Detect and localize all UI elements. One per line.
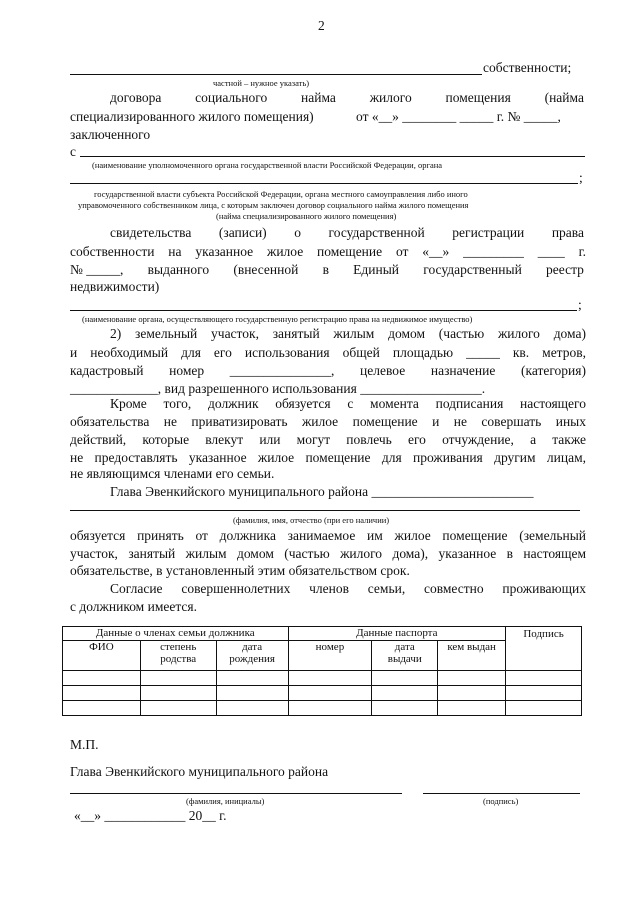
footer-head-title: Глава Эвенкийского муниципального района [70, 764, 329, 779]
col-issue-date-label-2: выдачи [387, 653, 422, 665]
consent-line-1: Согласие совершеннолетних членов семьи, совместно проживающих [110, 581, 586, 596]
col-fio [63, 641, 141, 671]
obligation-line-5: не являющимся членами его семьи. [70, 466, 275, 481]
obligation-line-1: Кроме того, должник обязуется с момента подписания настоящего [110, 396, 586, 411]
contract-line-4: с [70, 144, 76, 159]
word: Единый [353, 262, 400, 277]
col-fio-label: ФИО [89, 641, 114, 653]
land-line-3: кадастровый номер _______________, целевое назначение (категория) [70, 363, 586, 378]
passport-data-header: Данные паспорта [288, 627, 506, 641]
word: реестр [546, 262, 584, 277]
authority-note-4: (найма специализированного жилого помещения) [216, 211, 397, 221]
word: государственной [328, 225, 425, 240]
acceptance-line-2: участок, занятый жилым домом (частью жилого дома), указанное в настоящем [70, 546, 586, 561]
word: жилого [369, 90, 412, 105]
registrar-note: (наименование органа, осуществляющего государственную регистрацию права на недвижимое имущество) [82, 314, 473, 324]
land-line-2: и необходимый для его использования общей площадью _____ кв. метров, [70, 345, 586, 360]
word: найма [301, 90, 336, 105]
seal-place: М.П. [70, 737, 99, 752]
word: выданного [147, 262, 210, 277]
contract-line-2a: специализированного жилого помещения) [70, 109, 314, 124]
ownership-type-blank [70, 74, 482, 75]
head-name-blank [70, 510, 580, 511]
word: (найма [544, 90, 584, 105]
word: № _____, [70, 262, 124, 277]
authority-blank-2 [70, 183, 578, 184]
footer-name-blank [70, 793, 402, 794]
col-issued-by [438, 641, 506, 671]
col-birthdate [216, 641, 288, 671]
semicolon-1: ; [579, 170, 583, 185]
registration-line-1 [70, 225, 584, 241]
authority-note: (наименование уполномоченного органа государственной власти Российской Федерации, органа [92, 160, 443, 170]
acceptance-line-1: обязуется принять от должника занимаемое им жилое помещение (земельный [70, 528, 586, 543]
semicolon-2: ; [578, 297, 582, 312]
registration-line-2: собственности на указанное жилое помещение от «__» _________ ____ г. [70, 244, 586, 259]
word: государственный [423, 262, 522, 277]
footer-name-note: (фамилия, инициалы) [186, 796, 265, 806]
table-row [63, 686, 582, 701]
footer-signature-blank [423, 793, 580, 794]
word: договора [110, 90, 162, 105]
word: в [322, 262, 329, 277]
authority-blank [80, 156, 585, 157]
obligation-line-4: не предоставлять указанное жилое помещение для проживания другим лицам, [70, 450, 586, 465]
contract-line-3: заключенного [70, 127, 151, 142]
word: регистрации [452, 225, 525, 240]
word: помещения [445, 90, 511, 105]
table-row [63, 671, 582, 686]
ownership-note: частной – нужное указать) [213, 78, 310, 88]
col-issue-date-label-1: дата [394, 641, 415, 653]
col-kinship [140, 641, 216, 671]
family-members-table [62, 626, 582, 716]
obligation-line-3: действий, которые влекут или могут повлечь его отчуждение, а также [70, 432, 586, 447]
word: социального [195, 90, 268, 105]
acceptance-line-3: обязательстве, в установленный этим обязательством срок. [70, 563, 410, 578]
registrar-blank [70, 310, 577, 311]
table-row [63, 701, 582, 716]
contract-line-1 [70, 90, 584, 106]
obligation-line-2: обязательства не приватизировать жилое помещение и не совершать иных [70, 414, 586, 429]
land-line-4: _____________, вид разрешенного использования __________________. [70, 381, 486, 396]
authority-note-2: государственной власти субъекта Российской Федерации, органа местного самоуправления либо иного [94, 189, 468, 199]
col-number [288, 641, 372, 671]
contract-line-2b: от «__» ________ _____ г. № _____, [356, 109, 561, 124]
authority-note-3: управомоченного собственником лица, с которым заключен договор социального найма жилого помещения [78, 200, 469, 210]
word: о [294, 225, 301, 240]
date-line: «__» ____________ 20__ г. [74, 808, 227, 823]
col-kinship-label-2: родства [160, 653, 197, 665]
ownership-suffix: собственности; [483, 60, 572, 75]
consent-line-2: с должником имеется. [70, 599, 197, 614]
col-birthdate-label-2: рождения [229, 653, 275, 665]
head-name-note: (фамилия, имя, отчество (при его наличии) [233, 515, 390, 525]
word: (записи) [218, 225, 267, 240]
word: свидетельства [110, 225, 192, 240]
col-issued-by-label: кем выдан [447, 641, 496, 653]
col-number-label: номер [315, 641, 345, 653]
head-of-district-line: Глава Эвенкийского муниципального района ________________________ [110, 484, 534, 499]
signature-header: Подпись [506, 627, 582, 671]
registration-line-3 [70, 262, 584, 278]
word: права [551, 225, 584, 240]
word: (внесенной [233, 262, 299, 277]
page-number: 2 [318, 18, 325, 33]
col-birthdate-label-1: дата [242, 641, 263, 653]
col-kinship-label-1: степень [160, 641, 197, 653]
registration-line-4: недвижимости) [70, 279, 160, 294]
footer-signature-note: (подпись) [483, 796, 519, 806]
family-data-header: Данные о членах семьи должника [63, 627, 289, 641]
land-line-1: 2) земельный участок, занятый жилым домом (частью жилого дома) [110, 326, 586, 341]
col-issue-date [372, 641, 438, 671]
